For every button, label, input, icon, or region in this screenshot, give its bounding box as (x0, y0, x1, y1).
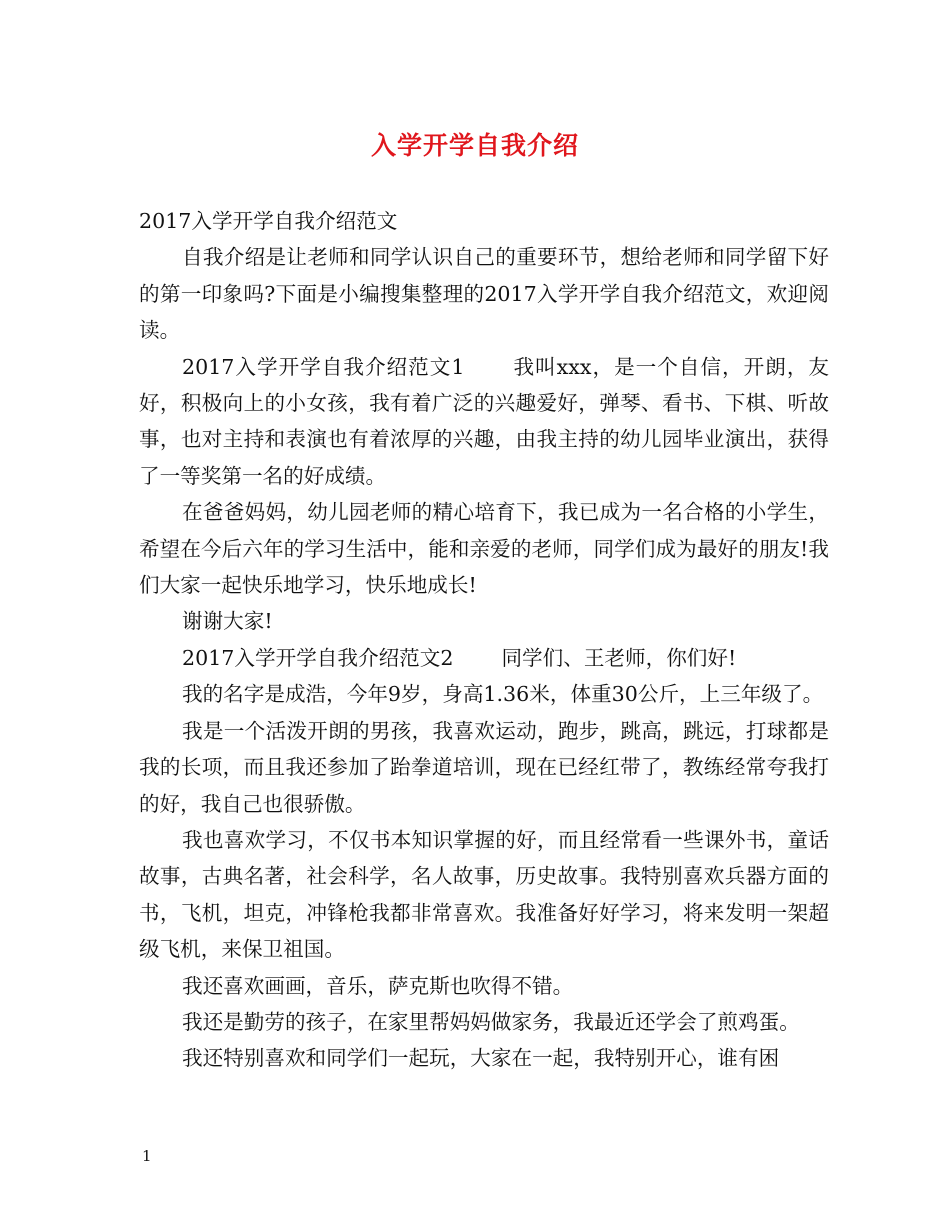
paragraph: 谢谢大家! (182, 609, 273, 634)
paragraph: 在爸爸妈妈，幼儿园老师的精心培育下，我已成为一名合格的小学生，希望在今后六年的学习生活中，能和亲爱的老师，同学们成为最好的朋友!我们大家一起快乐地学习，快乐地成长! (139, 500, 829, 598)
paragraph-sample-1 (139, 349, 829, 495)
paragraph: 我是一个活泼开朗的男孩，我喜欢运动，跑步，跳高，跳远，打球都是我的长项，而且我还参加了跆拳道培训，现在已经红带了，教练经常夸我打的好，我自己也很骄傲。 (139, 718, 829, 816)
paragraph-sample-2 (139, 640, 829, 676)
sample-text: 我叫xxx，是一个自信，开朗，友好，积极向上的小女孩，我有着广泛的兴趣爱好，弹琴、看书、下棋、听故事，也对主持和表演也有着浓厚的兴趣，由我主持的幼儿园毕业演出，获得了一等奖第一名的好成绩。 (139, 354, 830, 488)
sample-text: 同学们、王老师，你们好! (501, 645, 737, 670)
paragraph-subtitle: 2017入学开学自我介绍范文 (139, 209, 398, 233)
document-title: 入学开学自我介绍 (370, 131, 579, 160)
paragraph: 我的名字是成浩，今年9岁，身高1.36米，体重30公斤，上三年级了。 (182, 682, 824, 707)
paragraph-intro: 自我介绍是让老师和同学认识自己的重要环节，想给老师和同学留下好的第一印象吗?下面是小编搜集整理的2017入学开学自我介绍范文，欢迎阅读。 (139, 245, 829, 343)
paragraph: 我也喜欢学习，不仅书本知识掌握的好，而且经常看一些课外书，童话故事，古典名著，社会科学，名人故事，历史故事。我特别喜欢兵器方面的书，飞机，坦克，冲锋枪我都非常喜欢。我准备好好学习，将来发明一架超级飞机，来保卫祖国。 (139, 827, 829, 962)
paragraph: 我还特别喜欢和同学们一起玩，大家在一起，我特别开心，谁有困 (182, 1046, 780, 1071)
document-body (139, 203, 829, 1077)
page-number: 1 (142, 1147, 152, 1165)
sample-heading: 2017入学开学自我介绍范文2 (182, 645, 454, 670)
paragraph: 我还喜欢画画，音乐，萨克斯也吹得不错。 (182, 973, 574, 998)
sample-heading: 2017入学开学自我介绍范文1 (182, 354, 465, 379)
paragraph: 我还是勤劳的孩子，在家里帮妈妈做家务，我最近还学会了煎鸡蛋。 (182, 1009, 800, 1034)
